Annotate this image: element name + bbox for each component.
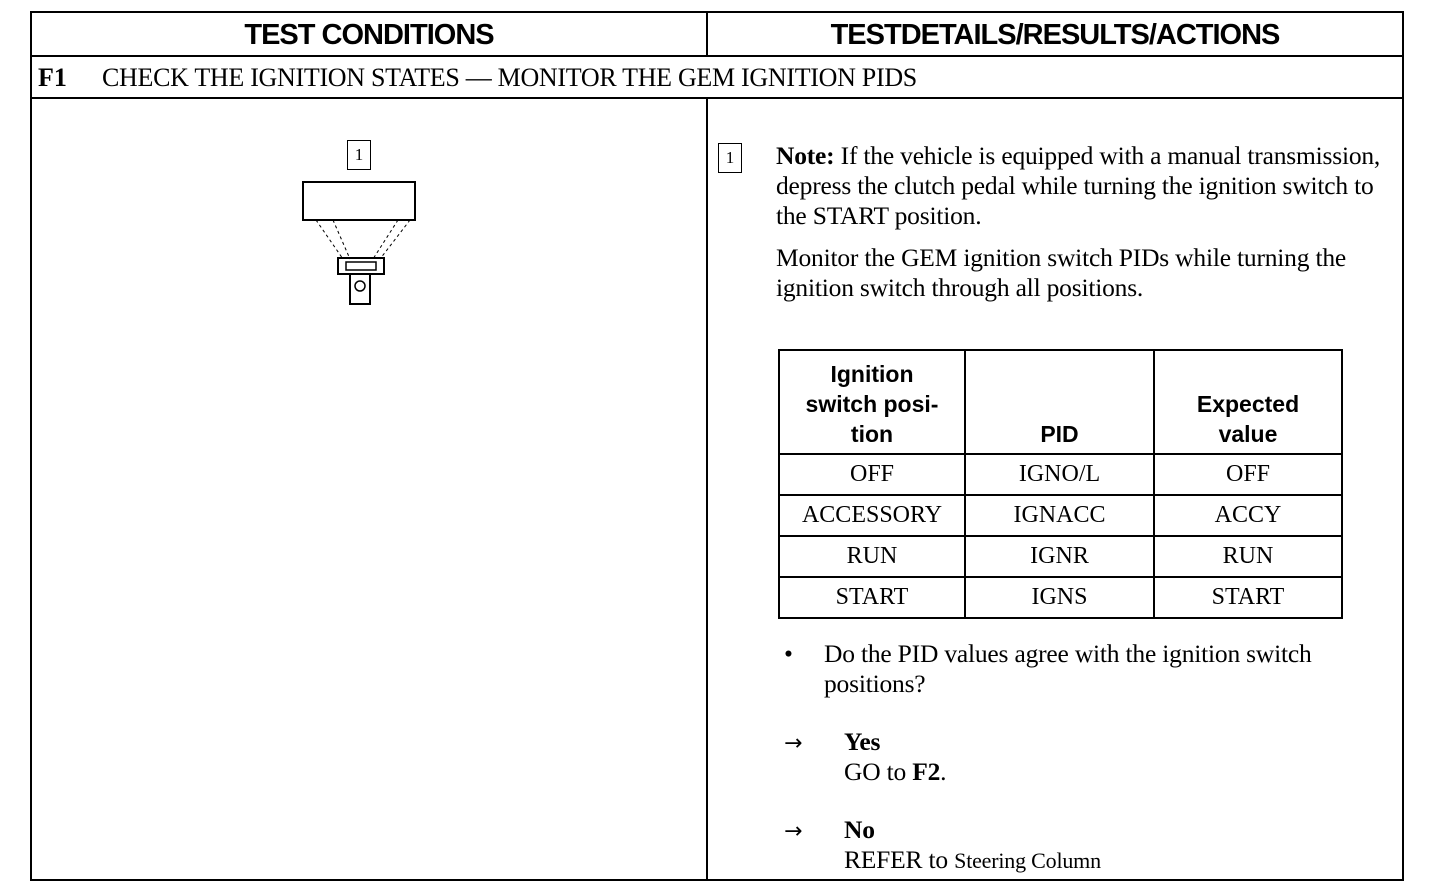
table-cell: ACCESSORY xyxy=(779,495,965,536)
table-header-cell: PID xyxy=(965,350,1154,454)
no-block xyxy=(844,815,1101,876)
monitor-paragraph: Monitor the GEM ignition switch PIDs while turning the ignition switch through all positions. xyxy=(776,243,1346,302)
yes-action: GO to F2. xyxy=(844,757,947,786)
table-cell: IGNS xyxy=(965,577,1154,618)
no-label: No xyxy=(844,815,875,844)
table-cell: IGNO/L xyxy=(965,454,1154,495)
scan-tool-icon xyxy=(298,179,418,309)
bullet-icon: • xyxy=(784,639,793,668)
step-id: F1 xyxy=(38,63,67,92)
yes-label: Yes xyxy=(844,727,881,756)
note-label: Note: xyxy=(776,141,835,170)
table-cell: IGNR xyxy=(965,536,1154,577)
table-row xyxy=(779,577,1342,618)
pid-table xyxy=(778,349,1343,619)
yes-block xyxy=(844,727,946,787)
table-cell: RUN xyxy=(1154,536,1342,577)
table-header-cell: Ignition switch posi- tion xyxy=(779,350,965,454)
header-row xyxy=(32,13,1402,57)
step-title: CHECK THE IGNITION STATES — MONITOR THE GEM IGNITION PIDS xyxy=(102,63,917,92)
table-row xyxy=(779,536,1342,577)
table-cell: OFF xyxy=(1154,454,1342,495)
table-cell: START xyxy=(779,577,965,618)
table-cell: IGNACC xyxy=(965,495,1154,536)
header-test-conditions: TEST CONDITIONS xyxy=(244,19,494,51)
table-header-cell: Expected value xyxy=(1154,350,1342,454)
table-row xyxy=(779,454,1342,495)
detail-step-marker: 1 xyxy=(718,143,742,173)
column-divider xyxy=(706,13,708,879)
table-cell: START xyxy=(1154,577,1342,618)
table-cell: OFF xyxy=(779,454,965,495)
arrow-right-icon: → xyxy=(784,819,803,844)
table-cell: RUN xyxy=(779,536,965,577)
table-row xyxy=(779,495,1342,536)
diagnostic-table xyxy=(30,11,1404,881)
no-action: REFER to Steering Column xyxy=(844,845,1101,874)
table-header-row xyxy=(779,350,1342,454)
condition-step-marker: 1 xyxy=(347,140,371,170)
header-test-details: TESTDETAILS/RESULTS/ACTIONS xyxy=(830,19,1280,51)
note-paragraph xyxy=(776,141,1396,231)
question-text: Do the PID values agree with the ignition switch positions? xyxy=(824,639,1312,698)
step-row xyxy=(32,57,1402,99)
arrow-right-icon: → xyxy=(784,731,803,756)
table-cell: ACCY xyxy=(1154,495,1342,536)
note-text: If the vehicle is equipped with a manual transmission, depress the clutch pedal while turning the ignition switch to the START position. xyxy=(776,141,1381,230)
